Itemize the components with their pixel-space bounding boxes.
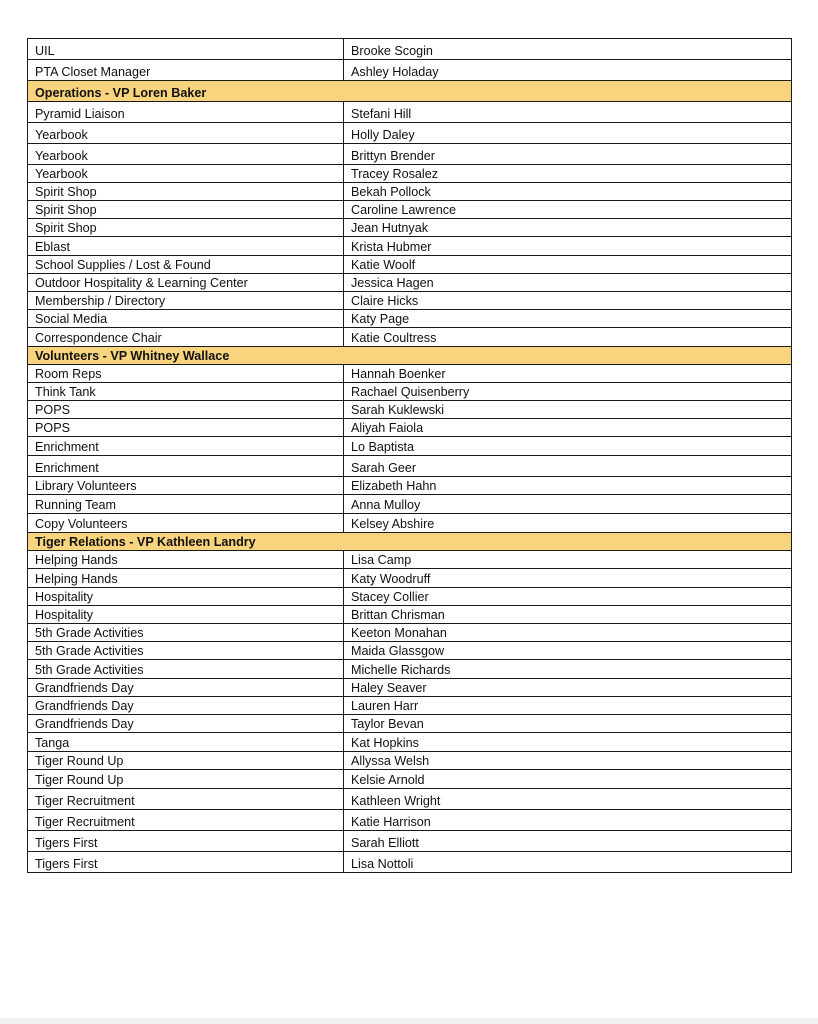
table-row [28, 456, 791, 477]
role-cell: Spirit Shop [28, 219, 344, 236]
table-row [28, 660, 791, 679]
section-header-row [28, 347, 791, 365]
volunteer-name-cell: Caroline Lawrence [351, 203, 457, 218]
table-row [28, 219, 791, 237]
table-row [28, 852, 791, 873]
volunteer-name-cell: Anna Mulloy [351, 498, 421, 513]
role-cell: Helping Hands [28, 569, 344, 587]
role-cell: Think Tank [28, 383, 344, 400]
table-row [28, 274, 791, 292]
role-cell: Tiger Recruitment [28, 789, 344, 809]
role-cell: Spirit Shop [28, 183, 344, 200]
role-cell: 5th Grade Activities [28, 660, 344, 678]
volunteer-name-cell: Michelle Richards [351, 663, 451, 678]
volunteer-name-cell: Lisa Camp [351, 553, 412, 568]
volunteer-name-cell: Brooke Scogin [351, 44, 433, 59]
volunteer-name-cell: Maida Glassgow [351, 644, 445, 659]
volunteer-name-cell: Kathleen Wright [351, 794, 441, 809]
role-cell: Tanga [28, 733, 344, 751]
role-cell: 5th Grade Activities [28, 624, 344, 641]
volunteer-name-cell: Kat Hopkins [351, 736, 419, 751]
role-cell: School Supplies / Lost & Found [28, 256, 344, 273]
role-cell: Social Media [28, 310, 344, 327]
table-row [28, 201, 791, 219]
table-row [28, 606, 791, 624]
table-row [28, 624, 791, 642]
volunteer-name-cell: Taylor Bevan [351, 717, 424, 732]
volunteer-name-cell: Lo Baptista [351, 440, 415, 455]
volunteer-name-cell: Stefani Hill [351, 107, 412, 122]
role-cell: Enrichment [28, 456, 344, 476]
role-cell: Tiger Round Up [28, 770, 344, 788]
volunteer-name-cell: Bekah Pollock [351, 185, 431, 200]
volunteer-name-cell: Jessica Hagen [351, 276, 434, 291]
volunteer-name-cell: Rachael Quisenberry [351, 385, 470, 400]
table-row [28, 365, 791, 383]
volunteer-name-cell: Katie Woolf [351, 258, 416, 273]
roster-table [27, 38, 792, 873]
role-cell: Copy Volunteers [28, 514, 344, 532]
table-row [28, 588, 791, 606]
table-row [28, 310, 791, 328]
table-row [28, 831, 791, 852]
volunteer-name-cell: Sarah Geer [351, 461, 417, 476]
table-row [28, 679, 791, 697]
table-row [28, 183, 791, 201]
table-row [28, 123, 791, 144]
volunteer-name-cell: Keeton Monahan [351, 626, 447, 641]
table-row [28, 39, 791, 60]
volunteer-name-cell: Kelsey Abshire [351, 517, 435, 532]
table-row [28, 495, 791, 514]
volunteer-name-cell: Haley Seaver [351, 681, 427, 696]
volunteer-name-cell: Katy Page [351, 312, 410, 327]
table-row [28, 810, 791, 831]
volunteer-name-cell: Holly Daley [351, 128, 415, 143]
volunteer-name-cell: Elizabeth Hahn [351, 479, 437, 494]
table-row [28, 733, 791, 752]
section-header-label: Operations - VP Loren Baker [35, 86, 207, 101]
role-cell: Eblast [28, 237, 344, 255]
role-cell: Yearbook [28, 123, 344, 143]
role-cell: POPS [28, 419, 344, 436]
role-cell: Hospitality [28, 606, 344, 623]
volunteer-name-cell: Allyssa Welsh [351, 754, 430, 769]
role-cell: Pyramid Liaison [28, 102, 344, 122]
table-row [28, 383, 791, 401]
table-row [28, 328, 791, 347]
table-row [28, 144, 791, 165]
role-cell: Tigers First [28, 831, 344, 851]
volunteer-name-cell: Lauren Harr [351, 699, 419, 714]
volunteer-name-cell: Tracey Rosalez [351, 167, 439, 182]
page-bottom-edge [0, 1018, 818, 1024]
table-row [28, 752, 791, 770]
volunteer-name-cell: Lisa Nottoli [351, 857, 414, 872]
table-row [28, 569, 791, 588]
role-cell: Tiger Round Up [28, 752, 344, 769]
role-cell: Membership / Directory [28, 292, 344, 309]
role-cell: POPS [28, 401, 344, 418]
role-cell: PTA Closet Manager [28, 60, 344, 80]
section-header-row [28, 533, 791, 551]
volunteer-name-cell: Katie Coultress [351, 331, 437, 346]
table-row [28, 401, 791, 419]
role-cell: Hospitality [28, 588, 344, 605]
role-cell: Library Volunteers [28, 477, 344, 494]
table-row [28, 477, 791, 495]
role-cell: Grandfriends Day [28, 679, 344, 696]
role-cell: Grandfriends Day [28, 715, 344, 732]
role-cell: 5th Grade Activities [28, 642, 344, 659]
role-cell: Yearbook [28, 165, 344, 182]
table-row [28, 256, 791, 274]
table-row [28, 419, 791, 437]
role-cell: Outdoor Hospitality & Learning Center [28, 274, 344, 291]
table-row [28, 697, 791, 715]
table-row [28, 165, 791, 183]
role-cell: Yearbook [28, 144, 344, 164]
table-row [28, 60, 791, 81]
section-header-label: Tiger Relations - VP Kathleen Landry [35, 535, 256, 550]
volunteer-name-cell: Sarah Kuklewski [351, 403, 445, 418]
volunteer-name-cell: Hannah Boenker [351, 367, 446, 382]
role-cell: Running Team [28, 495, 344, 513]
table-row [28, 102, 791, 123]
role-cell: Room Reps [28, 365, 344, 382]
role-cell: Tigers First [28, 852, 344, 872]
table-row [28, 437, 791, 456]
volunteer-name-cell: Kelsie Arnold [351, 773, 425, 788]
volunteer-name-cell: Aliyah Faiola [351, 421, 424, 436]
table-row [28, 292, 791, 310]
role-cell: Spirit Shop [28, 201, 344, 218]
role-cell: Correspondence Chair [28, 328, 344, 346]
volunteer-name-cell: Brittan Chrisman [351, 608, 445, 623]
role-cell: Enrichment [28, 437, 344, 455]
section-header-row [28, 81, 791, 102]
table-row [28, 770, 791, 789]
table-row [28, 642, 791, 660]
role-cell: UIL [28, 39, 344, 59]
role-cell: Grandfriends Day [28, 697, 344, 714]
role-cell: Helping Hands [28, 551, 344, 568]
volunteer-name-cell: Katie Harrison [351, 815, 431, 830]
volunteer-name-cell: Ashley Holaday [351, 65, 439, 80]
volunteer-name-cell: Sarah Elliott [351, 836, 419, 851]
table-row [28, 237, 791, 256]
table-row [28, 715, 791, 733]
volunteer-name-cell: Brittyn Brender [351, 149, 435, 164]
role-cell: Tiger Recruitment [28, 810, 344, 830]
table-row [28, 789, 791, 810]
table-row [28, 514, 791, 533]
volunteer-name-cell: Claire Hicks [351, 294, 419, 309]
section-header-label: Volunteers - VP Whitney Wallace [35, 349, 230, 364]
volunteer-name-cell: Stacey Collier [351, 590, 429, 605]
volunteer-name-cell: Jean Hutnyak [351, 221, 429, 236]
table-row [28, 551, 791, 569]
volunteer-name-cell: Katy Woodruff [351, 572, 431, 587]
volunteer-name-cell: Krista Hubmer [351, 240, 432, 255]
